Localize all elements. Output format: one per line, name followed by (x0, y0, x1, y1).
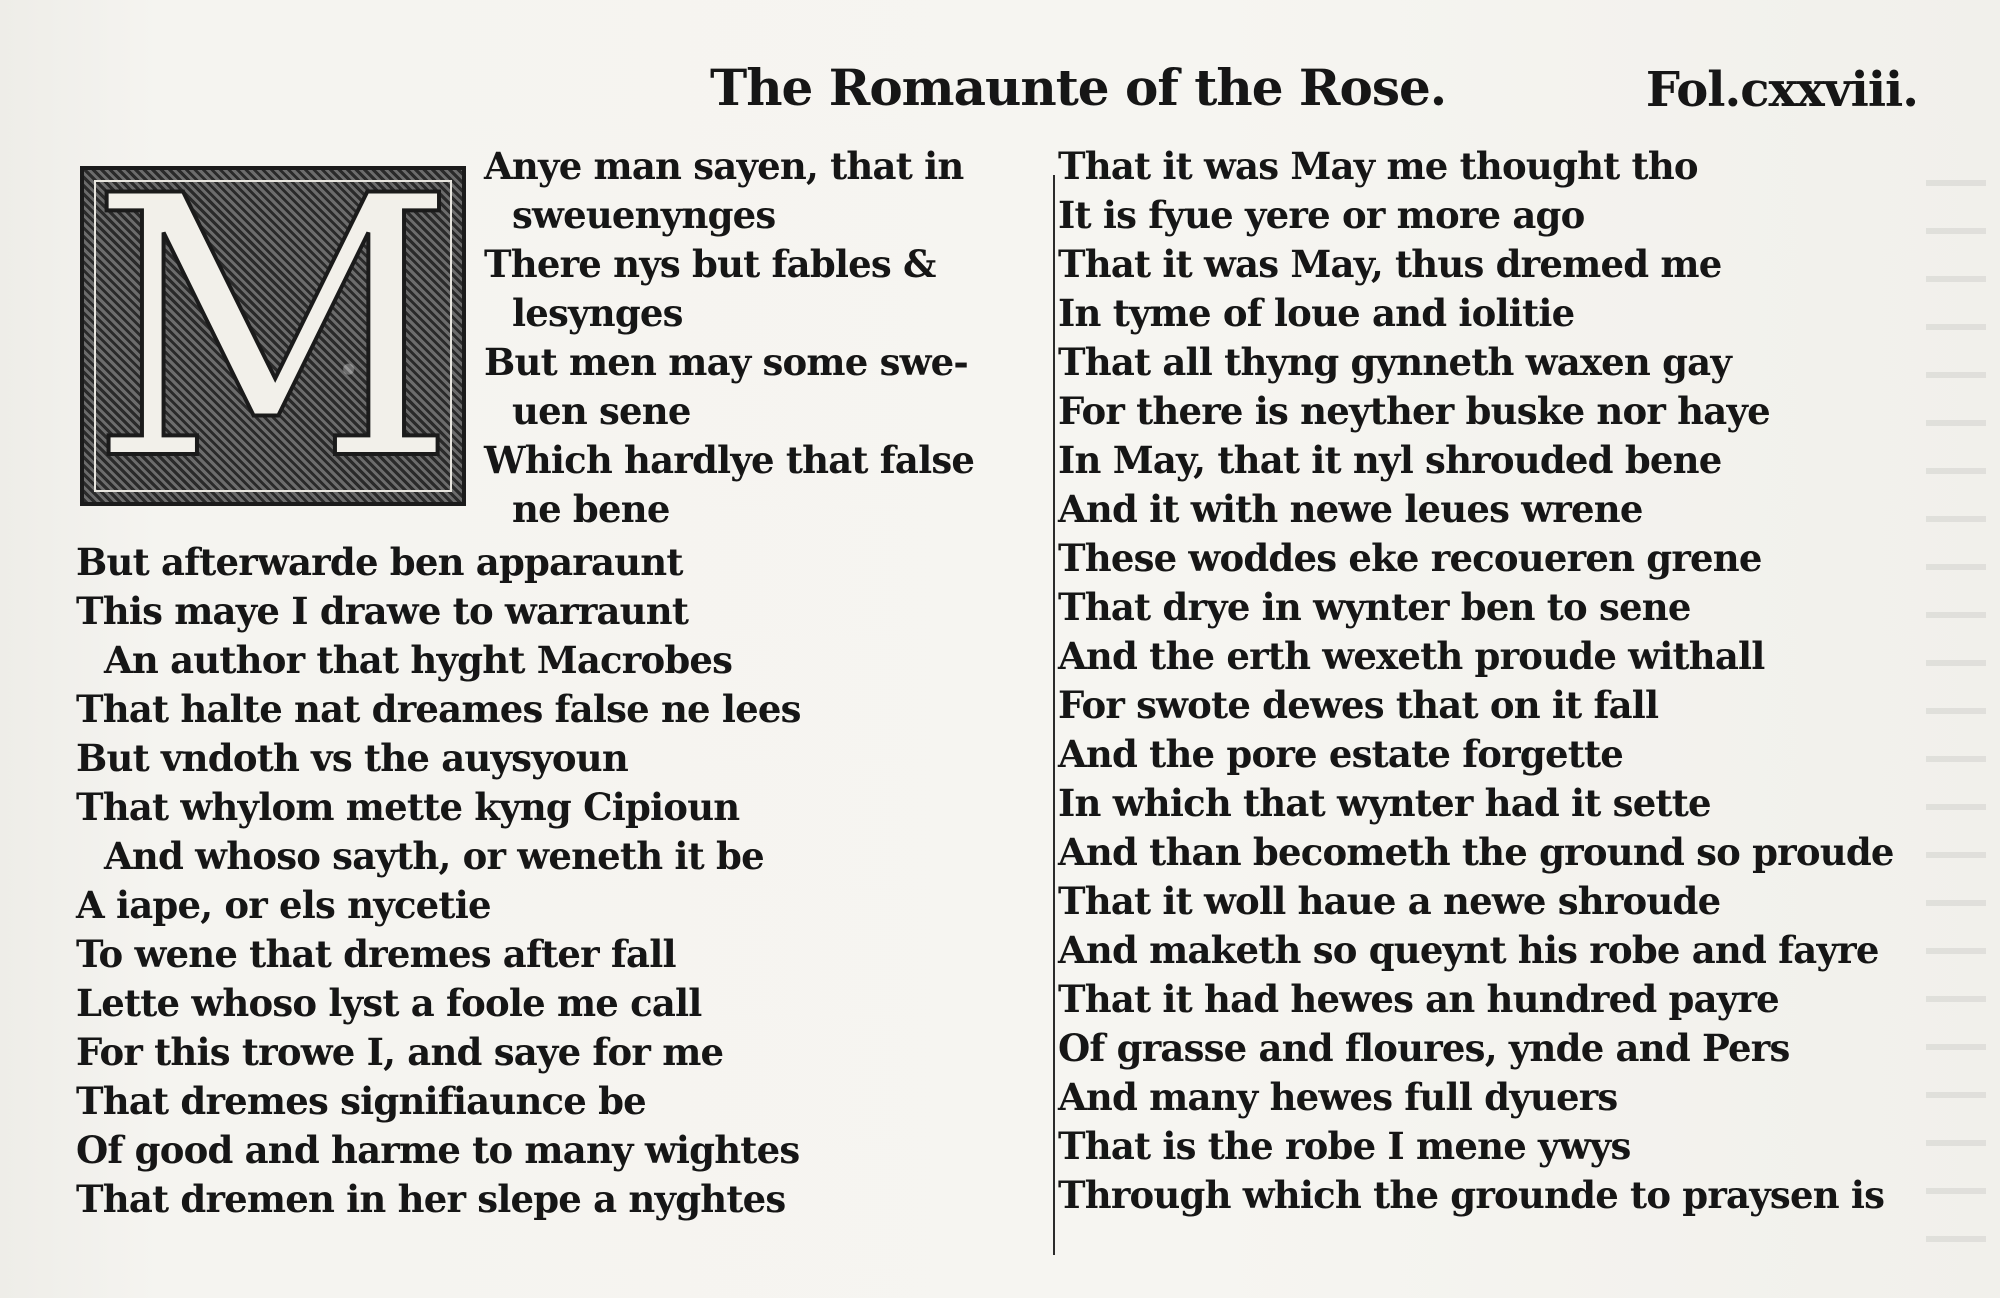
verse-line: That it had hewes an hundred payre (1058, 977, 1779, 1021)
verse-line: And than becometh the ground so proude (1058, 830, 1894, 874)
verse-line: That all thyng gynneth waxen gay (1058, 340, 1732, 384)
verse-line: This maye I drawe to warraunt (76, 589, 689, 633)
left-column-verse (76, 538, 801, 1224)
verse-line: To wene that dremes after fall (76, 932, 676, 976)
verse-line: That is the robe I mene ywys (1058, 1124, 1631, 1168)
show-through-shadow (1926, 150, 1986, 1270)
verse-line: And maketh so queynt his robe and fayre (1058, 928, 1879, 972)
verse-line: lesynges (512, 291, 683, 335)
verse-line: An author that hyght Macrobes (104, 638, 733, 682)
verse-line: And the erth wexeth proude withall (1058, 634, 1765, 678)
verse-line: There nys but fables & (484, 242, 936, 286)
verse-line: That halte nat dreames false ne lees (76, 687, 801, 731)
verse-line: These woddes eke recoueren grene (1058, 536, 1762, 580)
right-column-verse (1058, 142, 1894, 1220)
initial-letter: M (88, 166, 458, 506)
verse-line: sweuenynges (512, 193, 776, 237)
verse-line: For this trowe I, and saye for me (76, 1030, 724, 1074)
verse-line: That it was May, thus dremed me (1058, 242, 1722, 286)
verse-line: And the pore estate forgette (1058, 732, 1624, 776)
running-title: The Romaunte of the Rose. (710, 58, 1447, 117)
verse-line: That it was May me thought tho (1058, 144, 1698, 188)
verse-line: Anye man sayen, that in (484, 144, 964, 188)
folio-number: Fol.cxxviii. (1645, 62, 1918, 118)
verse-line: It is fyue yere or more ago (1058, 193, 1585, 237)
verse-line: That it woll haue a newe shroude (1058, 879, 1721, 923)
verse-line: And many hewes full dyuers (1058, 1075, 1618, 1119)
verse-line: ne bene (512, 487, 670, 531)
verse-line: That drye in wynter ben to sene (1058, 585, 1691, 629)
verse-line: Through which the grounde to praysen is (1058, 1173, 1885, 1217)
verse-line: Of grasse and floures, ynde and Pers (1058, 1026, 1790, 1070)
verse-line: That dremes signifiaunce be (76, 1079, 646, 1123)
verse-line: That whylom mette kyng Cipioun (76, 785, 740, 829)
verse-line: In which that wynter had it sette (1058, 781, 1711, 825)
verse-line: Lette whoso lyst a foole me call (76, 981, 702, 1025)
verse-line: But afterwarde ben apparaunt (76, 540, 683, 584)
verse-line: But vndoth vs the auysyoun (76, 736, 628, 780)
column-divider (1053, 175, 1055, 1255)
verse-line: And it with newe leues wrene (1058, 487, 1643, 531)
verse-line: That dremen in her slepe a nyghtes (76, 1177, 786, 1221)
verse-line: But men may some swe- (484, 340, 968, 384)
verse-line: A iape, or els nycetie (76, 883, 491, 927)
verse-line: And whoso sayth, or weneth it be (104, 834, 764, 878)
verse-line: In tyme of loue and iolitie (1058, 291, 1575, 335)
verse-line: Which hardlye that false (484, 438, 975, 482)
verse-line: In May, that it nyl shrouded bene (1058, 438, 1722, 482)
verse-line: Of good and harme to many wightes (76, 1128, 800, 1172)
left-column-beside-initial (484, 142, 974, 534)
decorated-initial (80, 166, 466, 506)
verse-line: For swote dewes that on it fall (1058, 683, 1659, 727)
verse-line: For there is neyther buske nor haye (1058, 389, 1770, 433)
verse-line: uen sene (512, 389, 691, 433)
